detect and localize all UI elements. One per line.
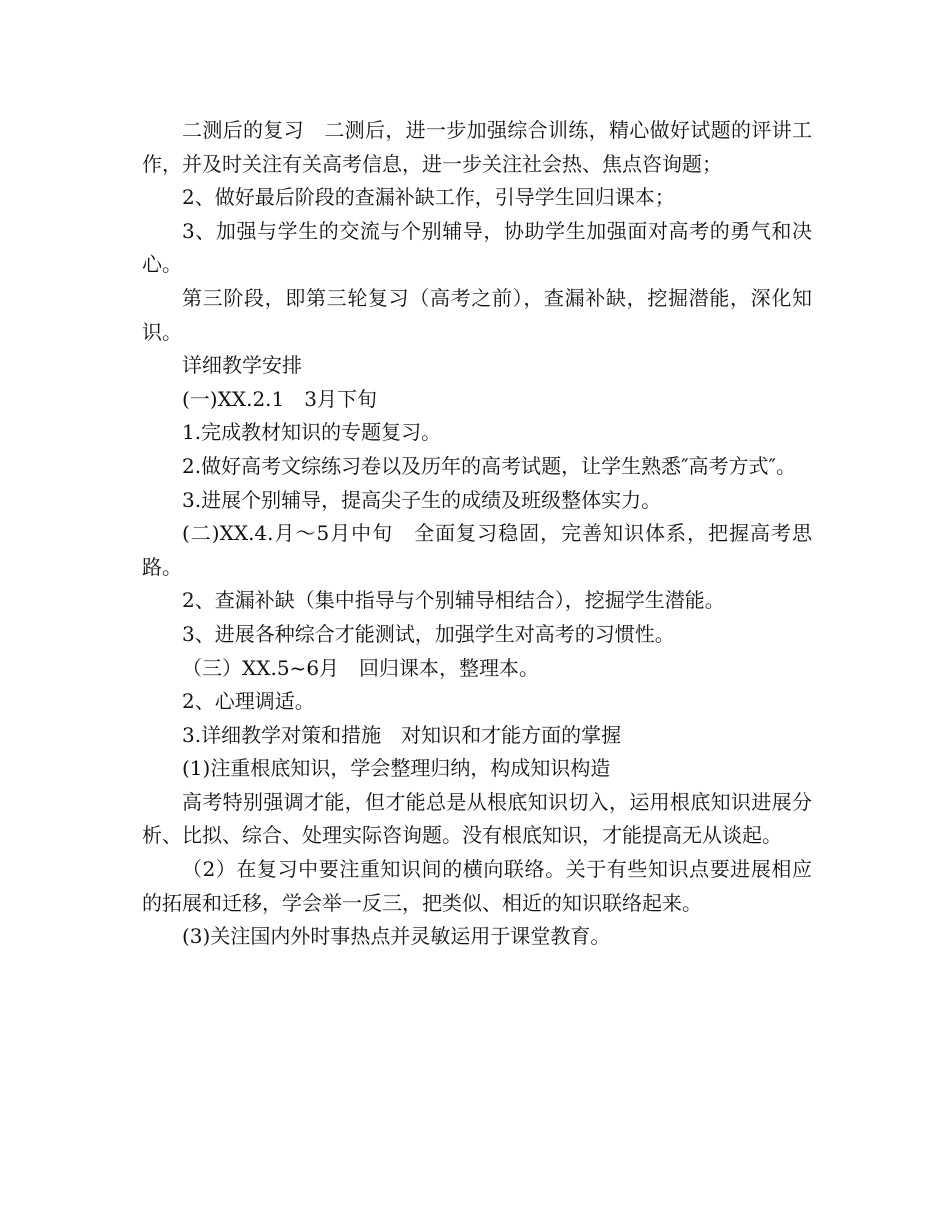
paragraph-schedule-part-3: （三）XX.5~6月 回归课本，整理本。 (182, 655, 540, 680)
paragraph-current-affairs: (3)关注国内外时事热点并灵敏运用于课堂教育。 (182, 924, 611, 949)
document-body (142, 114, 812, 954)
paragraph-final-stage-check: 2、做好最后阶段的查漏补缺工作，引导学生回归课本； (182, 185, 675, 210)
paragraph-ability-emphasis: 高考特别强调才能，但才能总是从根底知识切入，运用根底知识进展分析、比拟、综合、处理实际咨询题。没有根底知识，才能提高无从谈起。 (142, 789, 812, 848)
paragraph-student-communication: 3、加强与学生的交流与个别辅导，协助学生加强面对高考的勇气和决心。 (142, 218, 812, 277)
paragraph-ability-tests: 3、进展各种综合才能测试，加强学生对高考的习惯性。 (182, 621, 675, 646)
paragraph-horizontal-links: （2）在复习中要注重知识间的横向联络。关于有些知识点要进展相应的拓展和迁移，学会举一反三，把类似、相近的知识联络起来。 (142, 857, 812, 915)
paragraph-teaching-measures: 3.详细教学对策和措施 对知识和才能方面的掌握 (182, 722, 622, 747)
paragraph-topic-review: 1.完成教材知识的专题复习。 (182, 420, 442, 445)
paragraph-practice-papers: 2.做好高考文综练习卷以及历年的高考试题，让学生熟悉″高考方式″。 (182, 453, 797, 478)
heading-detailed-schedule: 详细教学安排 (182, 353, 302, 378)
paragraph-third-stage: 第三阶段，即第三轮复习（高考之前），查漏补缺，挖掘潜能，深化知识。 (142, 285, 812, 344)
paragraph-fill-gaps: 2、查漏补缺（集中指导与个别辅导相结合），挖掘学生潜能。 (182, 588, 725, 613)
paragraph-individual-tutoring: 3.进展个别辅导，提高尖子生的成绩及班级整体实力。 (182, 487, 662, 512)
paragraph-schedule-part-1: (一)XX.2.1 3月下旬 (182, 386, 377, 411)
paragraph-psychological-adjustment: 2、心理调适。 (182, 689, 315, 714)
paragraph-schedule-part-2: (二)XX.4.月～5月中旬 全面复习稳固，完善知识体系，把握高考思路。 (142, 521, 812, 579)
paragraph-basic-knowledge: (1)注重根底知识，学会整理归纳，构成知识构造 (182, 756, 611, 781)
paragraph-review-after-second-test: 二测后的复习 二测后，进一步加强综合训练，精心做好试题的评讲工作，并及时关注有关高考信息，进一步关注社会热、焦点咨询题； (142, 118, 812, 176)
